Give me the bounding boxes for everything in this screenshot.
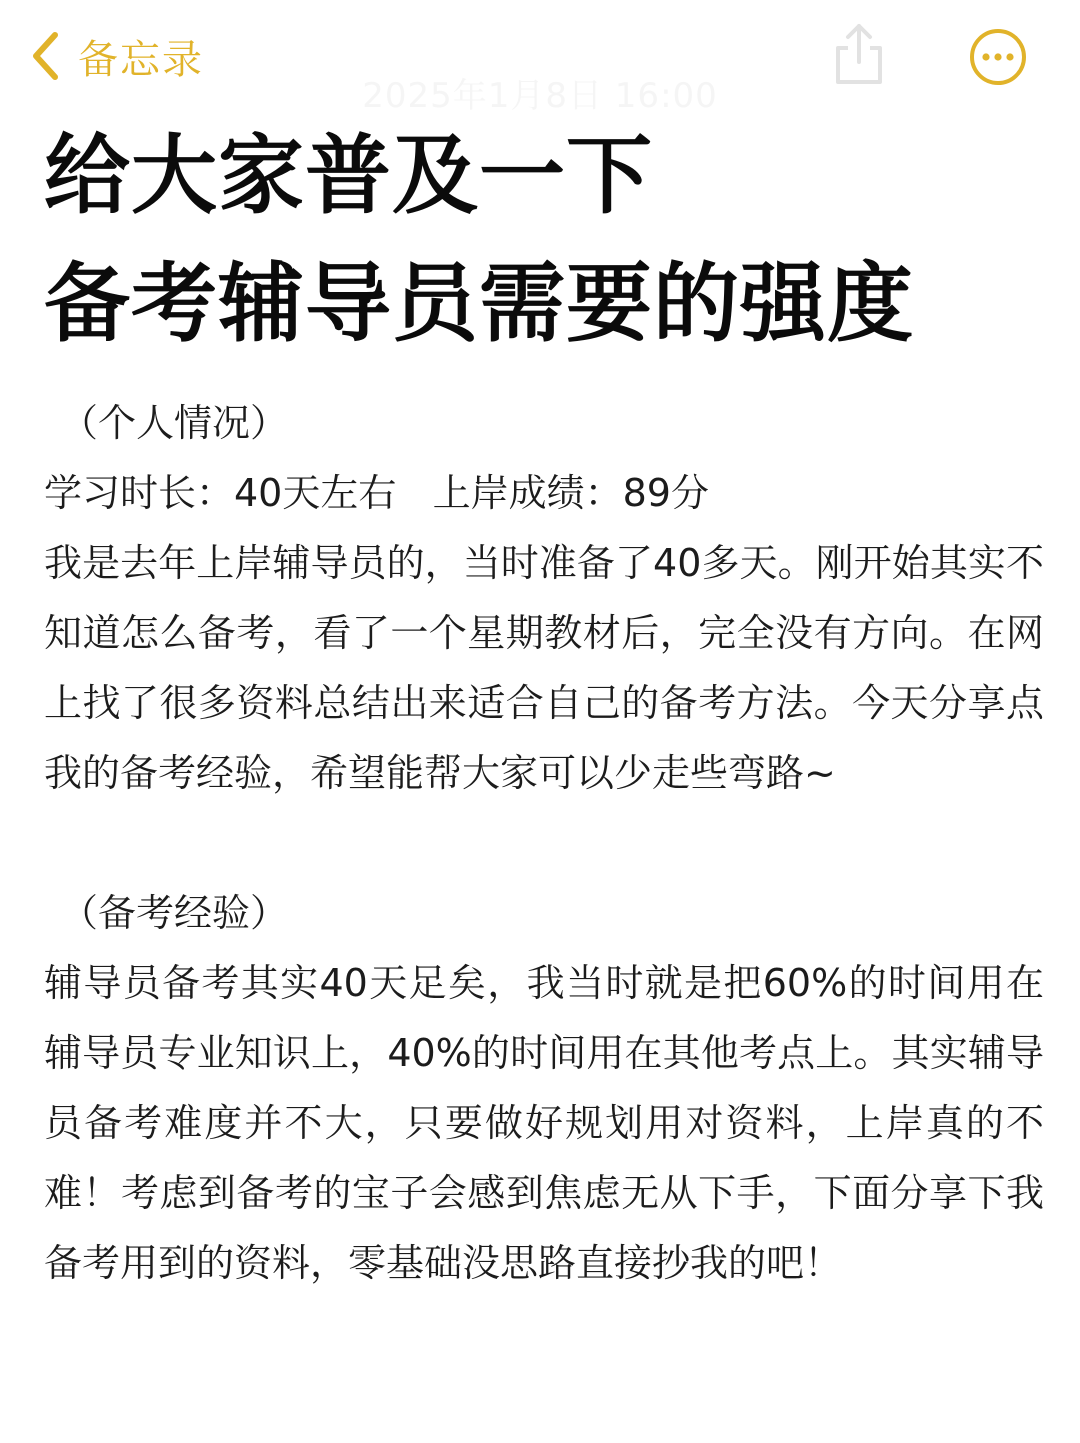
note-title (44, 112, 1054, 368)
title-line-1: 给大家普及一下 (44, 126, 653, 226)
navigation-bar (0, 0, 1080, 116)
title-line-2: 备考辅导员需要的强度 (44, 254, 914, 354)
section-heading-personal: （个人情况） (60, 401, 289, 445)
note-body[interactable] (44, 388, 1044, 1298)
study-info: 学习时长：40天左右 上岸成绩：89分 (44, 471, 709, 515)
paragraph-experience: 辅导员备考其实40天足矣，我当时就是把60%的时间用在辅导员专业知识上，40%的时间用在其他考点上。其实辅导员备考难度并不大，只要做好规划用对资料，上岸真的不难！考虑到备考的宝子会感到焦虑无从下手，下面分享下我备考用到的资料，零基础没思路直接抄我的吧！ (44, 961, 1044, 1285)
note-timestamp: 2025年1月8日 16:00 (362, 76, 718, 116)
paragraph-intro: 我是去年上岸辅导员的，当时准备了40多天。刚开始其实不知道怎么备考，看了一个星期教材后，完全没有方向。在网上找了很多资料总结出来适合自己的备考方法。今天分享点我的备考经验，希望能帮大家可以少走些弯路~ (44, 541, 1044, 795)
section-heading-experience: （备考经验） (60, 891, 289, 935)
blank-line (44, 808, 1044, 878)
back-label: 备忘录 (78, 36, 204, 83)
